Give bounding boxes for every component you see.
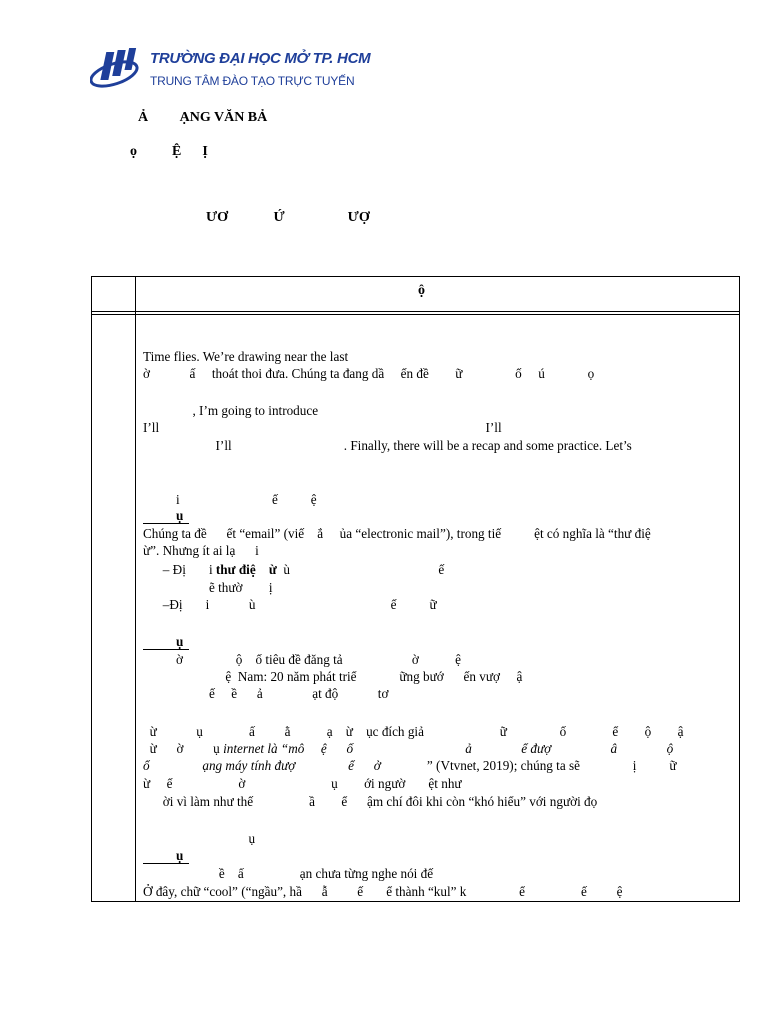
logo-emblem-icon xyxy=(90,44,152,96)
text-line: –Đị i ù ế ữ xyxy=(143,597,437,612)
quote-line: ổ ạng máy tính đượ ể ở ” (Vtvnet, 2019); chúng ta sẽ ị ữ xyxy=(143,758,677,773)
text-line: ờ ộ ố tiêu đề đăng tả ờ ệ xyxy=(143,652,461,667)
text-line: ẽ thườ ị xyxy=(143,580,273,595)
text-line: ừ ế ờ ụ ới ngườ ệt như xyxy=(143,776,462,791)
text-line: ề ấ ạn chưa từng nghe nói đế xyxy=(143,866,434,881)
text-line: , I’m going to introduce xyxy=(143,403,319,418)
text-line: ừ”. Nhưng ít ai lạ i xyxy=(143,543,259,558)
table-header-cell: ộ xyxy=(418,283,425,298)
subsection-label: ụ xyxy=(143,508,184,523)
text-line: ờ ấ thoát thoi đưa. Chúng ta đang dầ ến đề ữ ố ú ọ xyxy=(143,366,595,381)
document-title-line2: ọ Ệ Ị xyxy=(130,144,208,159)
subsection-label: ụ xyxy=(143,848,184,863)
subsection-label: ụ xyxy=(143,634,184,649)
subsection-underline xyxy=(143,863,189,864)
text-line: i ế ệ xyxy=(143,492,317,507)
quote-line: ừ ờ ụ internet là “mô ệ ố ả ể đượ â ộ xyxy=(143,741,674,756)
text-line: ụ xyxy=(143,831,256,846)
text-line: Chúng ta đề ết “email” (viế ắ ủa “electronic mail”), trong tiế ệt có nghĩa là “thư điệ xyxy=(143,526,651,541)
text-line: ệ Nam: 20 năm phát triể ững bướ ến vượ ậ xyxy=(143,669,523,684)
text-line: Time flies. We’re drawing near the last xyxy=(143,349,349,364)
subsection-underline xyxy=(143,523,189,524)
table-row-divider xyxy=(91,311,740,312)
text-line: ế ề ả ạt độ tơ xyxy=(143,686,389,701)
table-column-divider xyxy=(135,276,136,902)
section-heading: ƯƠ Ứ ƯỢ xyxy=(206,210,370,225)
text-line: ừ ụ ấ ằ ạ ừ ục đích giả ữ ố ể ộ ậ xyxy=(143,724,684,739)
document-title-line1: Ả ẠNG VĂN BẢ xyxy=(138,110,268,125)
subsection-underline xyxy=(143,649,189,650)
definition-line: – Đị i thư điệ ừ ù ế xyxy=(143,562,445,577)
logo-university-name: TRƯỜNG ĐẠI HỌC MỞ TP. HCM xyxy=(150,50,371,67)
text-line: I’ll . Finally, there will be a recap and some practice. Let’s xyxy=(143,438,632,453)
university-logo xyxy=(90,44,371,96)
bold-term: thư điệ xyxy=(215,562,256,577)
text-line: ời vì làm như thế ầ ể ậm chí đôi khi còn “khó hiểu” với người đọ xyxy=(143,794,598,809)
table-row-divider-double xyxy=(91,314,740,315)
text-line: I’ll I’ll xyxy=(143,420,502,435)
logo-center-name: TRUNG TÂM ĐÀO TẠO TRỰC TUYẾN xyxy=(150,74,355,88)
text-line: Ở đây, chữ “cool” (“ngầu”, hầ ẫ ế ể thành “kul” k ể ế ệ xyxy=(143,884,623,899)
